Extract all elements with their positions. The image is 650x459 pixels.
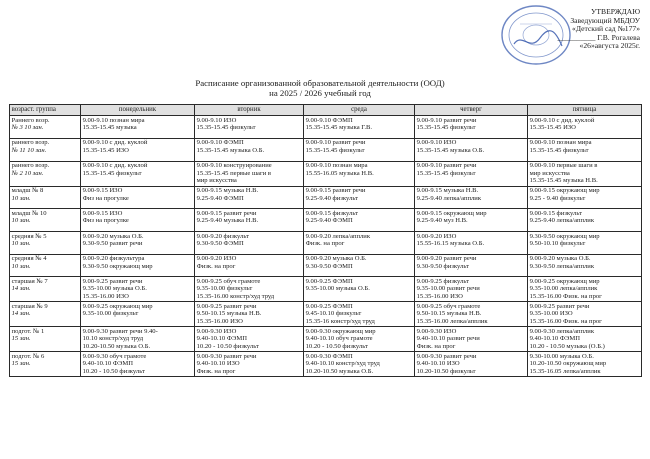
group-label: младш № 10 — [11, 209, 47, 217]
schedule-cell — [528, 352, 642, 377]
schedule-cell — [81, 186, 195, 209]
schedule-cell — [415, 254, 528, 277]
schedule-cell — [528, 116, 642, 139]
schedule-cell — [528, 254, 642, 277]
activity-line: 15.35-15.45 первые шаги в — [196, 169, 271, 177]
activity-line: 9.35-10.00 ИЗО — [529, 310, 573, 318]
group-label: 15 зан. — [11, 360, 31, 368]
activity-line: 9.50-10.15 музыка Н.В. — [416, 310, 482, 318]
activity-line: 9.00-9.20 физкультура — [82, 255, 145, 263]
activity-line: 9.00-9.10 с дид. куклой — [82, 162, 148, 170]
activity-line: 9.00-9.10 развит речи — [416, 116, 477, 124]
activity-line: 10.20 - 10.50 музыка (О.Б.) — [529, 343, 605, 350]
activity-line: 9.00-9.15 физкульт — [529, 209, 582, 217]
activity-line: 9.00-9.15 ИЗО — [82, 187, 123, 195]
schedule-cell — [81, 352, 195, 377]
activity-line: 10.20 - 10.50 физкульт — [305, 343, 368, 350]
activity-line: 15.35-15.45 физкульт — [82, 169, 142, 177]
activity-line: 9.00-9.20 развит речи — [416, 255, 477, 263]
table-row — [10, 277, 642, 302]
column-header: пятница — [528, 105, 642, 116]
group-label: 14 зан. — [11, 285, 31, 293]
activity-line: 9.25 - 9.40 физкульт — [529, 194, 586, 202]
activity-line: 9.00-9.10 познан мира — [529, 139, 592, 147]
activity-line: 9.00-9.30 развит речи — [416, 352, 477, 360]
table-row — [10, 352, 642, 377]
activity-line: 15.35-15.45 физкульт — [529, 147, 589, 155]
table-row — [10, 302, 642, 327]
activity-line: 9.35-10.00 лепка/апплик — [529, 285, 598, 293]
activity-line: Физк. на прог — [196, 262, 236, 270]
group-label: подгот. № 6 — [11, 352, 45, 360]
activity-line: Физк. на прог — [305, 240, 345, 248]
schedule-cell — [304, 231, 415, 254]
activity-line: Физк. на прог — [416, 343, 456, 350]
activity-line: 15.35-15.45 физкульт — [196, 124, 256, 132]
schedule-cell — [81, 116, 195, 139]
group-label: раннего возр. — [11, 162, 50, 170]
activity-line: 9.00-9.25 развит речи — [529, 302, 590, 310]
activity-line: 9.00-9.30 ФЭМП — [305, 352, 353, 360]
activity-line: 10.20 - 10.50 физкульт — [196, 343, 259, 350]
schedule-table — [9, 104, 642, 377]
activity-line: 9.35-10.00 музыка О.Б. — [305, 285, 370, 293]
group-cell — [10, 161, 81, 186]
activity-line: 15.35-15.45 музыка — [82, 124, 137, 132]
activity-line: 9.00-9.25 развит речи — [82, 277, 143, 285]
activity-line: 15.35-16.00 лепка/апплик — [416, 318, 488, 326]
activity-line: 10.20-10.50 окружающ мир — [529, 360, 607, 368]
title-line-2: на 2025 / 2026 учебный год — [269, 88, 371, 99]
activity-line: 9.25-9.40 лепка/апплик — [416, 194, 482, 202]
group-cell — [10, 138, 81, 161]
schedule-cell — [81, 161, 195, 186]
column-header: возраст. группа — [10, 105, 81, 116]
schedule-cell — [195, 302, 304, 327]
activity-line: 9.00-9.15 развит речи — [196, 209, 257, 217]
schedule-cell — [195, 209, 304, 232]
activity-line: 15.35-15.45 музыка О.Б. — [416, 147, 485, 155]
activity-line: 9.50-10.15 музыка Н.В. — [196, 310, 262, 318]
schedule-cell — [304, 327, 415, 352]
schedule-cell — [304, 254, 415, 277]
group-cell — [10, 186, 81, 209]
activity-line: 15.35-15.45 физкульт — [305, 147, 365, 155]
group-label: 10 зан. — [11, 194, 31, 202]
schedule-cell — [304, 116, 415, 139]
schedule-cell — [81, 254, 195, 277]
activity-line: 9.00-9.20 музыка О.Б. — [305, 255, 367, 263]
schedule-cell — [528, 138, 642, 161]
schedule-cell — [415, 116, 528, 139]
activity-line: 10.20-10.50 музыка О.Б. — [82, 343, 151, 350]
table-row — [10, 209, 642, 232]
group-label: старшая № 7 — [11, 277, 48, 285]
activity-line: 9.30-9.50 развит речи — [82, 240, 143, 248]
group-label: 10 зан. — [11, 262, 31, 270]
page-title — [120, 78, 520, 99]
activity-line: 9.00-9.10 ФЭМП — [196, 139, 244, 147]
approval-line: «26»августа 2025г. — [579, 41, 640, 51]
schedule-cell — [195, 231, 304, 254]
activity-line: 15.35-16.00 ИЗО — [416, 293, 463, 301]
table-row — [10, 254, 642, 277]
activity-line: 9.40-10.10 обуч грамоте — [305, 335, 373, 343]
schedule-cell — [81, 277, 195, 302]
approval-line: Заведующий МБДОУ — [570, 15, 640, 25]
activity-line: 9.00-9.15 музыка Н.В. — [196, 187, 259, 195]
activity-line: 9.30-9.50 окружающ мир — [82, 262, 153, 270]
approval-line: «Детский сад №177» — [572, 24, 640, 34]
group-label: № 2 10 зан. — [11, 169, 44, 177]
schedule-cell — [528, 277, 642, 302]
group-label: подгот. № 1 — [11, 327, 45, 335]
schedule-cell — [528, 302, 642, 327]
schedule-cell — [415, 327, 528, 352]
group-cell — [10, 254, 81, 277]
schedule-cell — [528, 231, 642, 254]
activity-line: 10.10 констр/худ труд — [82, 335, 144, 343]
group-label: 15 зан. — [11, 335, 31, 343]
activity-line: 9.50-10.10 физкульт — [529, 240, 586, 248]
activity-line: 9.00-9.15 ИЗО — [82, 209, 123, 217]
title-line-1: Расписание организованной образовательной деятельности (ООД) — [195, 78, 445, 88]
activity-line: 9.30-9.50 ФЭМП — [196, 240, 244, 248]
activity-line: 9.00-9.30 ИЗО — [196, 327, 237, 335]
activity-line: 9.00-9.20 ИЗО — [416, 232, 457, 240]
activity-line: 9.30-9.50 окружающ мир — [529, 232, 600, 240]
activity-line: 9.00-9.30 окружающ мир — [305, 327, 376, 335]
schedule-cell — [304, 352, 415, 377]
activity-line: Физ на прогулке — [82, 194, 129, 202]
activity-line: 9.25-9.40 ФЭМП — [196, 194, 244, 202]
approval-line: УТВЕРЖДАЮ — [591, 7, 640, 16]
approval-line: __________ Г.В. Рогалева — [557, 32, 640, 42]
activity-line: 10.20 - 10.50 физкульт — [82, 367, 145, 375]
activity-line: 15.35-15.45 музыка Н.В. — [529, 177, 598, 185]
group-label: № 3 10 зан. — [11, 124, 44, 132]
activity-line: 9.00-9.10 с дид. куклой — [82, 139, 148, 147]
activity-line: 15.35-16.00 констр/худ труд — [196, 293, 275, 301]
group-label: средняя № 5 — [11, 232, 47, 240]
schedule-cell — [528, 209, 642, 232]
activity-line: мир искусства — [196, 177, 237, 185]
activity-line: 9.00-9.25 ФЭМП — [305, 302, 353, 310]
activity-line: 9.00-9.20 музыка О.Б. — [529, 255, 591, 263]
activity-line: 9.00-9.15 окружающ мир — [416, 209, 487, 217]
schedule-cell — [195, 352, 304, 377]
activity-line: 9.00-9.15 музыка Н.В. — [416, 187, 479, 195]
schedule-cell — [304, 209, 415, 232]
activity-line: 9.00-9.10 познан мира — [305, 162, 368, 170]
schedule-cell — [415, 138, 528, 161]
table-row — [10, 186, 642, 209]
activity-line: 9.40-10.10 ФЭМП — [196, 335, 247, 343]
group-cell — [10, 209, 81, 232]
activity-line: 9.00-9.25 обуч грамоте — [196, 277, 261, 285]
activity-line: 9.00-9.15 физкульт — [305, 209, 358, 217]
activity-line: 9.00-9.15 окружающ мир — [529, 187, 600, 195]
activity-line: 9.00-9.25 развит речи — [196, 302, 257, 310]
activity-line: 15.35-16.00 ИЗО — [196, 318, 243, 326]
table-row — [10, 138, 642, 161]
schedule-cell — [81, 302, 195, 327]
activity-line: 9.00-9.30 развит речи 9.40- — [82, 327, 158, 335]
activity-line: 9.30-9.50 ФЭМП — [305, 262, 353, 270]
activity-line: 9.35-10.00 музыка О.Б. — [82, 285, 147, 293]
activity-line: 9.35-10.00 физкульт — [196, 285, 253, 293]
schedule-cell — [195, 327, 304, 352]
schedule-cell — [415, 161, 528, 186]
schedule-cell — [415, 302, 528, 327]
activity-line: 15.35-15.45 ИЗО — [529, 124, 576, 132]
approval-block — [510, 8, 640, 51]
schedule-cell — [304, 138, 415, 161]
activity-line: 9.25-9.40 лепка/апплик — [529, 217, 595, 225]
activity-line: 9.00-9.15 развит речи — [305, 187, 366, 195]
activity-line: 9.45-10.10 физкульт — [305, 310, 362, 318]
schedule-cell — [415, 209, 528, 232]
activity-line: 15.55-16.05 музыка Н.В. — [305, 169, 374, 177]
activity-line: 9.00-9.25 окружающ мир — [529, 277, 600, 285]
activity-line: 9.40-10.10 ФЭМП — [82, 360, 133, 368]
activity-line: Физк. на прог — [196, 367, 236, 375]
activity-line: 15.35-16 констр/худ труд — [305, 318, 375, 326]
activity-line: Физ на прогулке — [82, 217, 129, 225]
schedule-cell — [81, 231, 195, 254]
activity-line: 15.35-15.45 физкульт — [416, 169, 476, 177]
schedule-body — [10, 116, 642, 377]
activity-line: 15.35-16.00 Физк. на прог — [529, 293, 602, 301]
schedule-cell — [415, 186, 528, 209]
activity-line: 15.35-15.45 ИЗО — [82, 147, 129, 155]
schedule-cell — [81, 327, 195, 352]
activity-line: 9.00-9.30 развит речи — [196, 352, 257, 360]
group-label: 10 зан. — [11, 217, 31, 225]
activity-line: 10.20-10.50 физкульт — [416, 367, 476, 375]
column-header: среда — [304, 105, 415, 116]
activity-line: 9.30-9.50 физкульт — [416, 262, 469, 270]
schedule-cell — [528, 186, 642, 209]
activity-line: 9.00-9.30 лепка/апплик — [529, 327, 595, 335]
schedule-cell — [304, 277, 415, 302]
group-label: № 11 10 зан. — [11, 147, 47, 155]
table-row — [10, 231, 642, 254]
group-cell — [10, 231, 81, 254]
schedule-cell — [81, 138, 195, 161]
activity-line: 9.00-9.10 конструирование — [196, 162, 272, 170]
activity-line: 9.25-9.40 физкульт — [305, 194, 358, 202]
activity-line: 9.00-9.30 ИЗО — [416, 327, 457, 335]
header-row — [10, 105, 642, 116]
column-header: четверг — [415, 105, 528, 116]
activity-line: 9.00-9.10 ИЗО — [196, 116, 237, 124]
schedule-cell — [304, 161, 415, 186]
group-label: Раннего возр. — [11, 116, 50, 124]
schedule-cell — [415, 352, 528, 377]
schedule-cell — [195, 186, 304, 209]
group-cell — [10, 327, 81, 352]
activity-line: 15.35-16.05 лепка/апплик — [529, 367, 601, 375]
group-label: старшая № 9 — [11, 302, 48, 310]
activity-line: 9.30-9.50 лепка/апплик — [529, 262, 595, 270]
schedule-cell — [195, 254, 304, 277]
activity-line: 9.00-9.30 обуч грамоте — [82, 352, 147, 360]
activity-line: 9.25-9.40 ФЭМП — [305, 217, 353, 225]
activity-line: 9.40-10.10 ИЗО — [416, 360, 460, 368]
activity-line: 9.00-9.25 обуч грамоте — [416, 302, 481, 310]
activity-line: 9.00-9.10 развит речи — [416, 162, 477, 170]
table-row — [10, 161, 642, 186]
activity-line: 9.40-10.10 констр/худ труд — [305, 360, 380, 368]
table-row — [10, 116, 642, 139]
schedule-cell — [195, 138, 304, 161]
activity-line: 9.40-10.10 развит речи — [416, 335, 480, 343]
column-header: вторник — [195, 105, 304, 116]
schedule-cell — [195, 116, 304, 139]
activity-line: 9.00-9.25 окружающ мир — [82, 302, 153, 310]
activity-line: 9.25-9.40 муз Н.В. — [416, 217, 468, 225]
schedule-cell — [304, 302, 415, 327]
activity-line: 15.35-15.45 физкульт — [416, 124, 476, 132]
activity-line: 9.00-9.25 ФЭМП — [305, 277, 353, 285]
activity-line: 10.20-10.50 музыка О.Б. — [305, 367, 374, 375]
activity-line: 9.00-9.20 физкульт — [196, 232, 249, 240]
activity-line: 9.00-9.10 познан мира — [82, 116, 145, 124]
activity-line: 15.35-16.00 Физк. на прог — [529, 318, 602, 326]
activity-line: 15.35-16.00 ИЗО — [82, 293, 129, 301]
group-label: 14 зан. — [11, 310, 31, 318]
activity-line: 9.35-10.00 развит речи — [416, 285, 480, 293]
activity-line: 9.40-10.10 ИЗО — [196, 360, 240, 368]
group-cell — [10, 116, 81, 139]
activity-line: 9.40-10.10 ФЭМП — [529, 335, 580, 343]
activity-line: 9.00-9.25 физкульт — [416, 277, 469, 285]
activity-line: 9.00-9.10 с дид. куклой — [529, 116, 595, 124]
activity-line: 15.35-15.45 музыка О.Б. — [196, 147, 265, 155]
activity-line: мир искусства — [529, 169, 570, 177]
activity-line: 9.00-9.20 лепка/апплик — [305, 232, 371, 240]
group-label: 10 зан. — [11, 240, 31, 248]
activity-line: 9.00-9.10 первые шаги в — [529, 162, 598, 170]
activity-line: 9.00-9.10 ФЭМП — [305, 116, 353, 124]
schedule-cell — [195, 277, 304, 302]
schedule-cell — [304, 186, 415, 209]
group-label: младш № 8 — [11, 187, 44, 195]
activity-line: 9.00-9.10 ИЗО — [416, 139, 457, 147]
group-cell — [10, 302, 81, 327]
column-header: понедельник — [81, 105, 195, 116]
activity-line: 15.35-15.45 музыка Г.В. — [305, 124, 373, 132]
table-row — [10, 327, 642, 352]
activity-line: 9.25-9.40 музыка Н.В. — [196, 217, 259, 225]
activity-line: 9.35-10.00 физкульт — [82, 310, 139, 318]
activity-line: 9.00-9.20 ИЗО — [196, 255, 237, 263]
group-label: средняя № 4 — [11, 255, 47, 263]
schedule-cell — [528, 161, 642, 186]
activity-line: 9.00-9.10 развит речи — [305, 139, 366, 147]
activity-line: 15.55-16.15 музыка О.Б. — [416, 240, 485, 248]
schedule-cell — [195, 161, 304, 186]
group-label: раннего возр. — [11, 139, 50, 147]
schedule-cell — [415, 231, 528, 254]
activity-line: 9.30-10.00 музыка О.Б. — [529, 352, 594, 360]
group-cell — [10, 352, 81, 377]
activity-line: 9.00-9.20 музыка О.Б. — [82, 232, 144, 240]
schedule-cell — [415, 277, 528, 302]
schedule-cell — [528, 327, 642, 352]
group-cell — [10, 277, 81, 302]
schedule-cell — [81, 209, 195, 232]
